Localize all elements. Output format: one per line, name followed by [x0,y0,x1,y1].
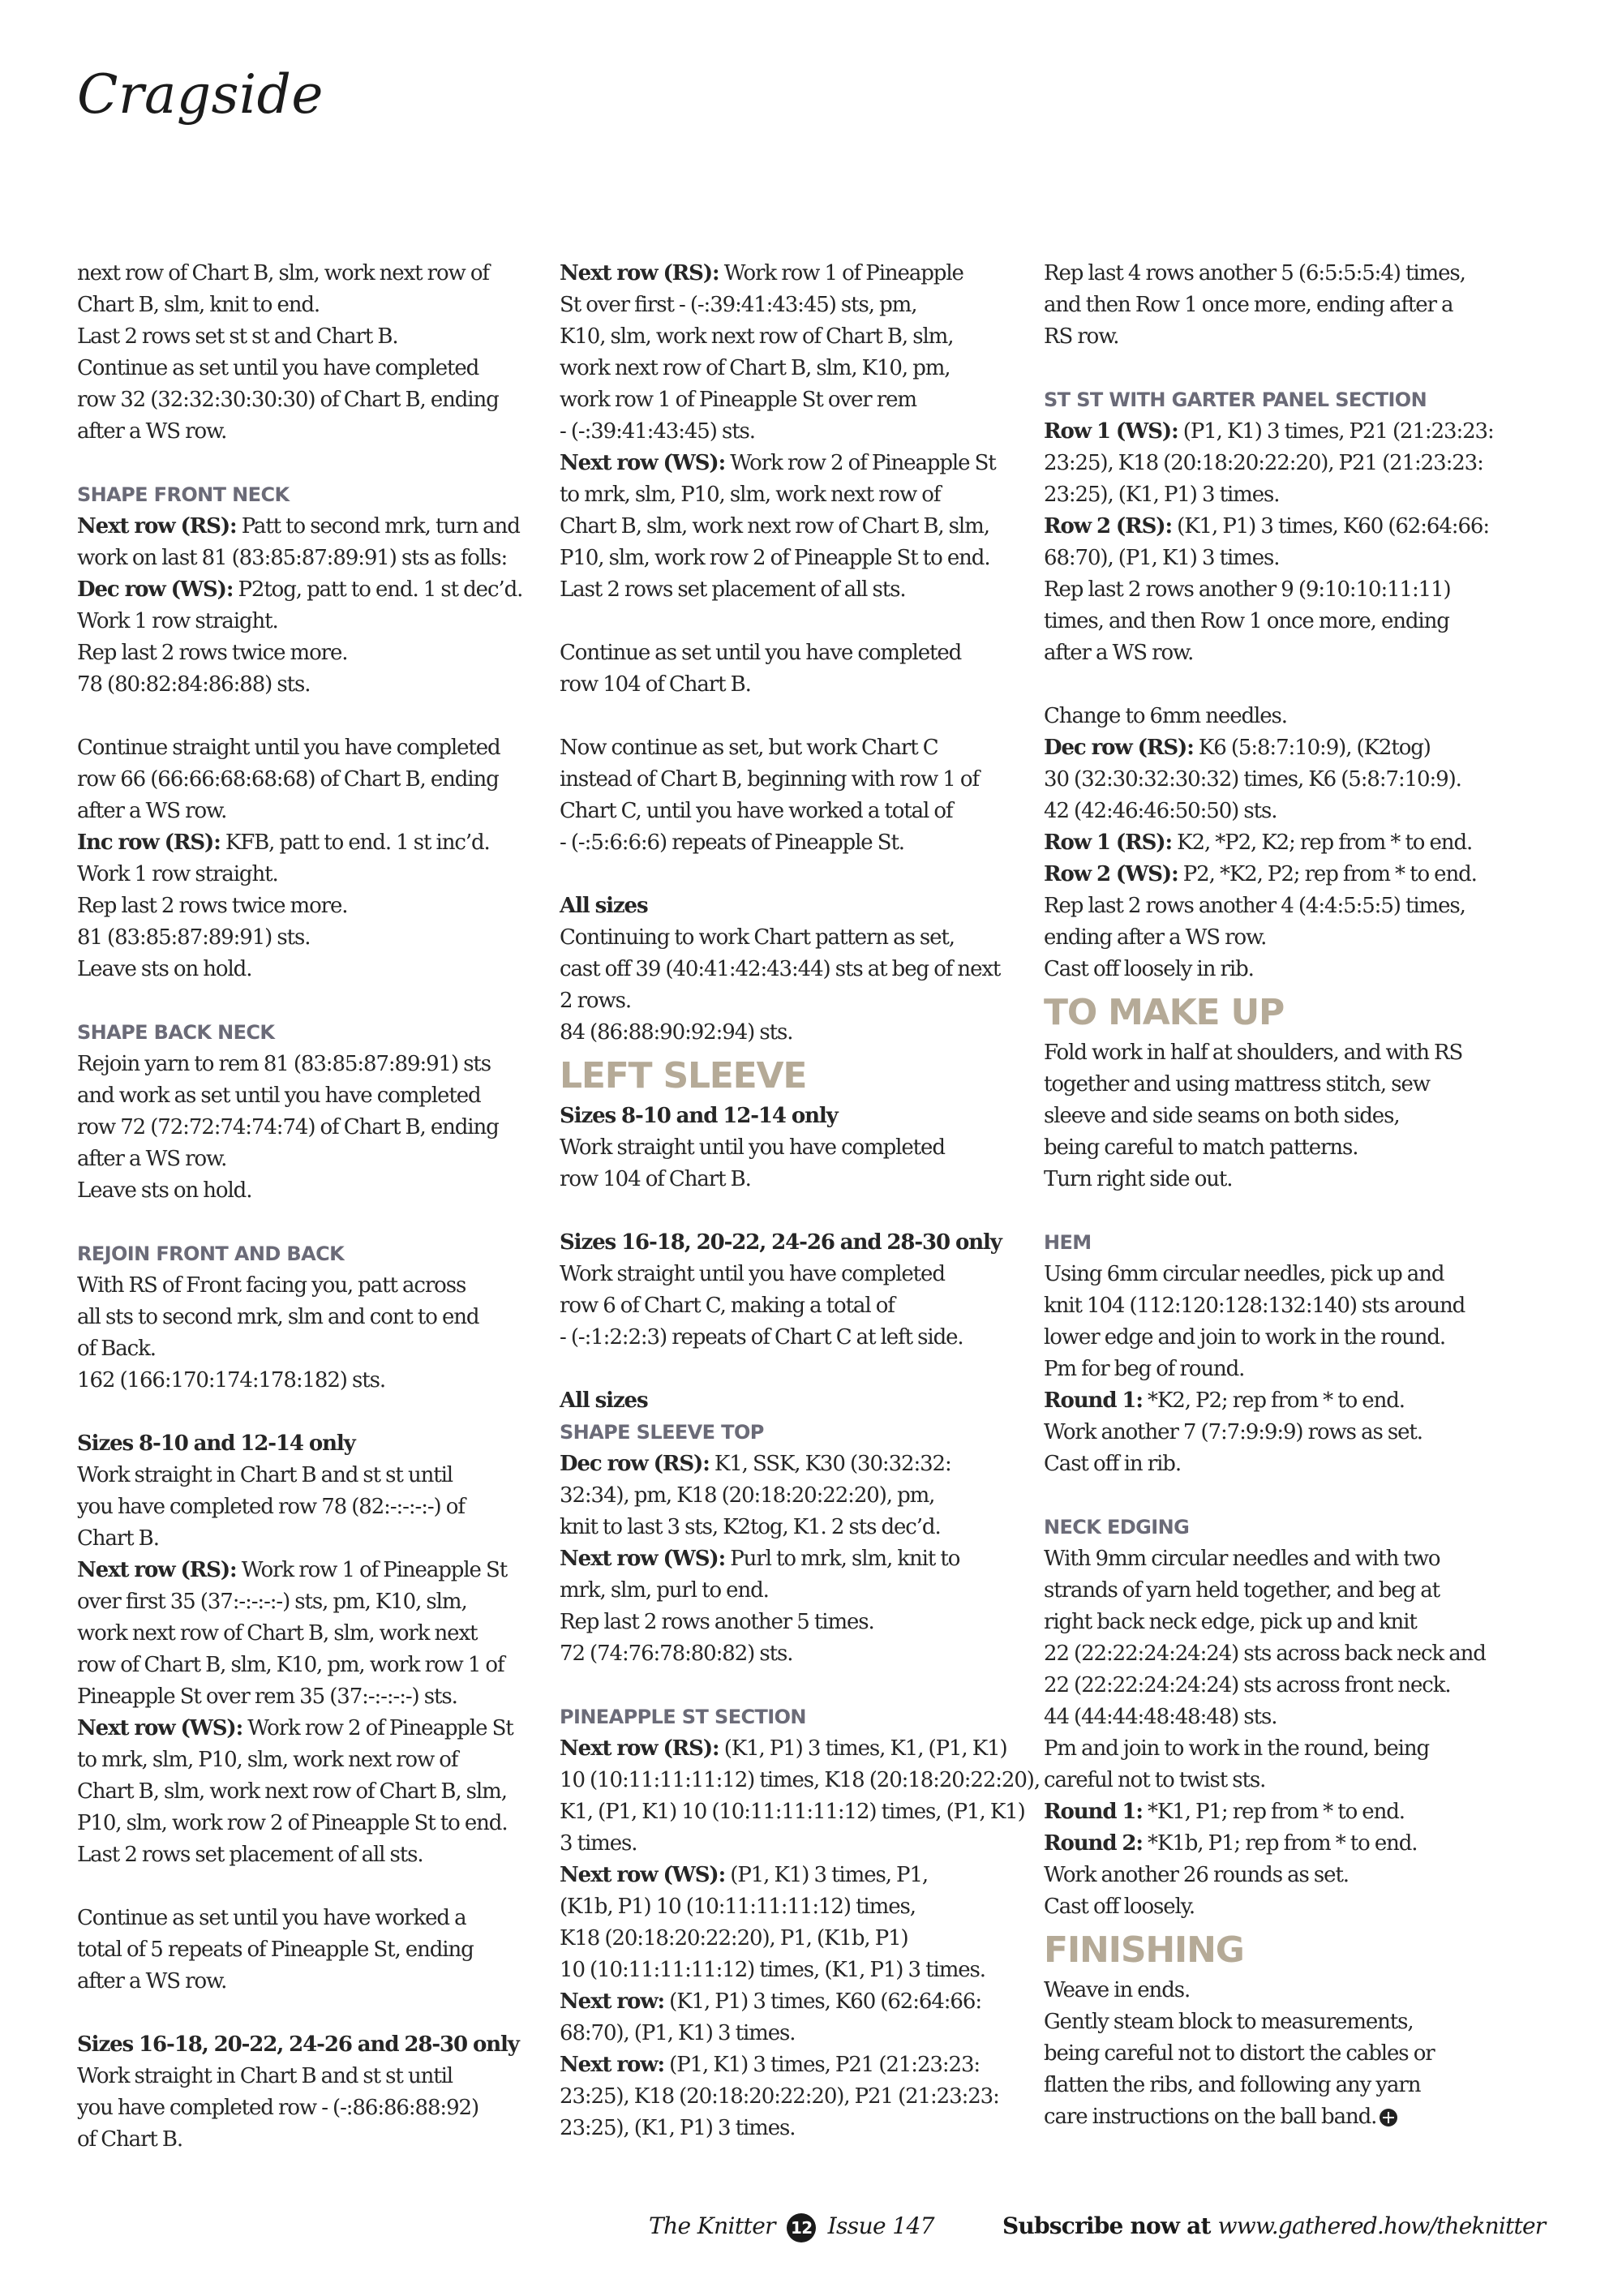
instruction-line: 42 (42:46:46:50:50) sts. [1044,799,1277,823]
instruction-line: K10, slm, work next row of Chart B, slm, [560,324,954,349]
instruction-line: Rep last 2 rows another 9 (9:10:10:11:11) [1044,577,1451,602]
instruction-line: row 104 of Chart B. [560,672,751,697]
footer-magazine [649,2212,934,2242]
instruction-line: 68:70), (P1, K1) 3 times. [1044,546,1280,570]
instruction-line: careful not to twist sts. [1044,1768,1266,1792]
paragraph-gap [560,1354,1014,1385]
instruction-line: P10, slm, work row 2 of Pineapple St to end. [560,546,990,570]
page-title: Cragside [77,63,324,126]
instruction-line: Rejoin yarn to rem 81 (83:85:87:89:91) sts [77,1052,491,1076]
instruction-line: next row of Chart B, slm, work next row of [77,261,489,285]
instruction-line: K18 (20:18:20:22:20), P1, (K1b, P1) [560,1926,908,1951]
instruction-line: Row 1 (RS): K2, *P2, K2; rep from * to end. [1044,830,1473,855]
size-label: Sizes 8-10 and 12-14 only [560,1104,838,1128]
instruction-line: Last 2 rows set placement of all sts. [560,577,906,602]
instruction-label: Dec row (WS): [77,577,234,602]
instruction-label: Dec row (RS): [560,1452,710,1476]
instruction-line: row 72 (72:72:74:74:74) of Chart B, ending [77,1115,499,1139]
instruction-line: sleeve and side seams on both sides, [1044,1104,1400,1128]
instruction-line: Fold work in half at shoulders, and with RS [1044,1041,1463,1065]
instruction-line: and work as set until you have completed [77,1084,481,1108]
subheading-pineapple-st-section: PINEAPPLE ST SECTION [560,1706,806,1728]
instruction-line: Work another 26 rounds as set. [1044,1863,1349,1887]
instruction-line: you have completed row 78 (82:-:-:-:-) of [77,1495,465,1519]
instruction-line: Change to 6mm needles. [1044,704,1287,728]
instruction-line: Round 1: *K1, P1; rep from * to end. [1044,1800,1405,1824]
instruction-line: Round 1: *K2, P2; rep from * to end. [1044,1388,1405,1413]
instruction-line: 78 (80:82:84:86:88) sts. [77,672,311,697]
instruction-line: Next row (RS): Work row 1 of Pineapple St [77,1558,508,1582]
instruction-line: With 9mm circular needles and with two [1044,1547,1440,1571]
instruction-line: (K1b, P1) 10 (10:11:11:11:12) times, [560,1895,916,1919]
instruction-line: row 66 (66:66:68:68:68) of Chart B, ending [77,767,499,792]
instruction-label: Next row (RS): [77,1558,237,1582]
subheading-shape-sleeve-top: SHAPE SLEEVE TOP [560,1421,764,1444]
paragraph-gap [77,985,531,1017]
instruction-line: Rep last 2 rows another 5 times. [560,1610,874,1634]
instruction-line: Continue straight until you have completed [77,736,500,760]
instruction-line: times, and then Row 1 once more, ending [1044,609,1449,633]
instruction-line: Pm for beg of round. [1044,1357,1245,1381]
instruction-line: to mrk, slm, P10, slm, work next row of [77,1748,458,1772]
instruction-line: total of 5 repeats of Pineapple St, ending [77,1938,474,1962]
size-label: Sizes 16-18, 20-22, 24-26 and 28-30 only [560,1230,1002,1255]
footer-subscribe [1002,2212,1545,2239]
instruction-line: Next row (RS): (K1, P1) 3 times, K1, (P1, K1) [560,1736,1007,1761]
instruction-line: Last 2 rows set placement of all sts. [77,1843,423,1867]
instruction-line: Next row (WS): (P1, K1) 3 times, P1, [560,1863,929,1887]
instruction-line: - (-:5:6:6:6) repeats of Pineapple St. [560,830,904,855]
instruction-line: after a WS row. [77,799,227,823]
size-label: Sizes 8-10 and 12-14 only [77,1431,355,1456]
instruction-line: row 32 (32:32:30:30:30) of Chart B, ending [77,388,499,412]
instruction-line: over first 35 (37:-:-:-:-) sts, pm, K10, slm, [77,1590,467,1614]
instruction-line: Rep last 2 rows another 4 (4:4:5:5:5) times, [1044,894,1465,918]
instruction-line: - (-:39:41:43:45) sts. [560,419,755,444]
instruction-line: 23:25), K18 (20:18:20:22:20), P21 (21:23:23: [1044,451,1483,475]
instruction-line: 10 (10:11:11:11:12) times, (K1, P1) 3 times. [560,1958,985,1982]
instruction-line: 68:70), (P1, K1) 3 times. [560,2021,796,2045]
instruction-line: care instructions on the ball band. [1044,2101,1498,2133]
instruction-line: 2 rows. [560,989,632,1013]
paragraph-gap [560,1195,1014,1227]
instruction-line: Leave sts on hold. [77,957,252,981]
instruction-line: together and using mattress stitch, sew [1044,1072,1430,1097]
page-number-badge: 12 [787,2213,816,2242]
instruction-line: Gently steam block to measurements, [1044,2010,1414,2034]
instruction-label: Next row: [560,1989,664,2014]
instruction-line: and then Row 1 once more, ending after a [1044,293,1453,317]
instruction-line: row 6 of Chart C, making a total of [560,1294,895,1318]
size-label: All sizes [560,894,648,918]
instruction-line: work row 1 of Pineapple St over rem [560,388,916,412]
issue-number: Issue 147 [827,2212,934,2239]
instruction-line: knit to last 3 sts, K2tog, K1. 2 sts dec’d. [560,1515,941,1539]
instruction-line: 44 (44:44:48:48:48) sts. [1044,1705,1277,1729]
instruction-line: right back neck edge, pick up and knit [1044,1610,1417,1634]
instruction-label: Row 2 (RS): [1044,514,1173,539]
instruction-line: Turn right side out. [1044,1167,1233,1191]
instruction-line: 22 (22:22:24:24:24) sts across back neck and [1044,1642,1486,1666]
instruction-line: Round 2: *K1b, P1; rep from * to end. [1044,1831,1418,1856]
instruction-line: being careful not to distort the cables or [1044,2041,1435,2066]
instruction-line: Chart B. [77,1526,159,1551]
instruction-line: being careful to match patterns. [1044,1135,1358,1160]
instruction-line: Rep last 2 rows twice more. [77,894,348,918]
instruction-line: work on last 81 (83:85:87:89:91) sts as folls: [77,546,508,570]
instruction-label: Dec row (RS): [1044,736,1194,760]
subscribe-url[interactable]: www.gathered.how/theknitter [1217,2212,1546,2239]
paragraph-gap [77,701,531,732]
column-3 [1044,258,1498,2133]
section-heading-finishing: FINISHING [1044,1929,1244,1971]
paragraph-gap [1044,353,1498,384]
instruction-label: Row 2 (WS): [1044,862,1178,886]
instruction-line: Continue as set until you have completed [77,356,479,380]
paragraph-gap [560,606,1014,637]
instruction-label: Next row: [560,2053,664,2077]
section-heading-to-make-up: TO MAKE UP [1044,992,1285,1033]
instruction-line: Next row: (P1, K1) 3 times, P21 (21:23:23: [560,2053,980,2077]
instruction-line: Work straight in Chart B and st st until [77,1463,453,1487]
instruction-line: Row 2 (WS): P2, *K2, P2; rep from * to end. [1044,862,1477,886]
instruction-line: Chart C, until you have worked a total of [560,799,953,823]
instruction-line: Row 1 (WS): (P1, K1) 3 times, P21 (21:23:23: [1044,419,1494,444]
column-1 [77,258,531,2156]
instruction-line: Chart B, slm, work next row of Chart B, slm, [77,1779,507,1804]
paragraph-gap [560,1670,1014,1702]
instruction-line: Dec row (RS): K6 (5:8:7:10:9), (K2tog) [1044,736,1431,760]
instruction-line: 32:34), pm, K18 (20:18:20:22:20), pm, [560,1483,935,1508]
instruction-label: Next row (RS): [77,514,237,539]
instruction-line: cast off 39 (40:41:42:43:44) sts at beg of next [560,957,1001,981]
instruction-line: lower edge and join to work in the round. [1044,1325,1446,1350]
subscribe-text: Subscribe now at [1002,2212,1211,2239]
instruction-line: to mrk, slm, P10, slm, work next row of [560,483,941,507]
instruction-line: 81 (83:85:87:89:91) sts. [77,925,311,950]
instruction-line: Pineapple St over rem 35 (37:-:-:-:-) sts. [77,1684,457,1709]
instruction-line: 23:25), (K1, P1) 3 times. [560,2116,796,2140]
plus-circle-icon [1380,2109,1397,2126]
subheading-hem: HEM [1044,1231,1092,1254]
instruction-line: Using 6mm circular needles, pick up and [1044,1262,1444,1286]
instruction-line: Rep last 2 rows twice more. [77,641,348,665]
instruction-line: 23:25), (K1, P1) 3 times. [1044,483,1280,507]
instruction-line: 3 times. [560,1831,637,1856]
instruction-line: 84 (86:88:90:92:94) sts. [560,1020,793,1045]
instruction-line: Next row (WS): Work row 2 of Pineapple St [77,1716,513,1740]
instruction-line: Now continue as set, but work Chart C [560,736,938,760]
column-2 [560,258,1041,2144]
instruction-line: 162 (166:170:174:178:182) sts. [77,1368,386,1393]
instruction-line: all sts to second mrk, slm and cont to end [77,1305,479,1329]
instruction-label: Round 1: [1044,1800,1143,1824]
instruction-label: Row 1 (RS): [1044,830,1173,855]
paragraph-gap [77,448,531,479]
paragraph-gap [560,701,1014,732]
instruction-line: P10, slm, work row 2 of Pineapple St to end. [77,1811,508,1835]
size-label: All sizes [560,1388,648,1413]
magazine-name: The Knitter [649,2212,775,2239]
instruction-line: 22 (22:22:24:24:24) sts across front neck. [1044,1673,1451,1697]
instruction-line: flatten the ribs, and following any yarn [1044,2073,1421,2097]
instruction-line: Work another 7 (7:7:9:9:9) rows as set. [1044,1420,1422,1444]
paragraph-gap [77,1871,531,1903]
paragraph-gap [1044,1480,1498,1512]
instruction-line: Next row: (K1, P1) 3 times, K60 (62:64:66: [560,1989,981,2014]
paragraph-gap [77,1207,531,1238]
instruction-line: Continue as set until you have worked a [77,1906,466,1930]
instruction-label: Inc row (RS): [77,830,221,855]
paragraph-gap [560,859,1014,891]
instruction-label: Round 2: [1044,1831,1143,1856]
instruction-line: Weave in ends. [1044,1978,1191,2002]
instruction-line: after a WS row. [77,419,227,444]
instruction-line: 10 (10:11:11:11:12) times, K18 (20:18:20:22:20), [560,1768,1041,1792]
instruction-line: instead of Chart B, beginning with row 1 of [560,767,979,792]
instruction-line: work next row of Chart B, slm, K10, pm, [560,356,950,380]
subheading-st-st-with-garter-panel-section: ST ST WITH GARTER PANEL SECTION [1044,388,1427,411]
instruction-line: Next row (WS): Work row 2 of Pineapple St [560,451,996,475]
instruction-line: Work straight in Chart B and st st until [77,2064,453,2088]
paragraph-gap [1044,1195,1498,1227]
instruction-line: Dec row (RS): K1, SSK, K30 (30:32:32: [560,1452,951,1476]
instruction-line: Next row (RS): Patt to second mrk, turn and [77,514,520,539]
instruction-line: - (-:1:2:2:3) repeats of Chart C at left side. [560,1325,963,1350]
instruction-line: after a WS row. [77,1969,227,1993]
paragraph-gap [77,1397,531,1428]
instruction-line: Cast off loosely in rib. [1044,957,1254,981]
instruction-line: row of Chart B, slm, K10, pm, work row 1 of [77,1653,504,1677]
instruction-label: Next row (WS): [560,1863,726,1887]
instruction-line: Cast off loosely. [1044,1895,1195,1919]
instruction-line: of Chart B. [77,2127,183,2152]
subheading-neck-edging: NECK EDGING [1044,1516,1190,1539]
instruction-line: Rep last 4 rows another 5 (6:5:5:5:4) times, [1044,261,1465,285]
instruction-line: Chart B, slm, work next row of Chart B, slm, [560,514,989,539]
instruction-line: ending after a WS row. [1044,925,1267,950]
instruction-label: Next row (RS): [560,1736,719,1761]
paragraph-gap [77,1998,531,2029]
instruction-line: Chart B, slm, knit to end. [77,293,320,317]
subheading-rejoin-front-and-back: REJOIN FRONT AND BACK [77,1242,345,1265]
instruction-line: 30 (32:30:32:30:32) times, K6 (5:8:7:10:9). [1044,767,1461,792]
instruction-line: Leave sts on hold. [77,1178,252,1203]
instruction-line: Work straight until you have completed [560,1262,945,1286]
subheading-shape-back-neck: SHAPE BACK NECK [77,1021,275,1044]
instruction-line: of Back. [77,1337,156,1361]
instruction-line: Row 2 (RS): (K1, P1) 3 times, K60 (62:64:66: [1044,514,1489,539]
instruction-line: you have completed row - (-:86:86:88:92) [77,2096,478,2120]
instruction-line: St over first - (-:39:41:43:45) sts, pm, [560,293,917,317]
instruction-line: Last 2 rows set st st and Chart B. [77,324,398,349]
instruction-line: Work 1 row straight. [77,862,278,886]
instruction-line: Next row (WS): Purl to mrk, slm, knit to [560,1547,960,1571]
instruction-label: Round 1: [1044,1388,1143,1413]
instruction-line: strands of yarn held together, and beg at [1044,1578,1440,1603]
instruction-label: Row 1 (WS): [1044,419,1178,444]
instruction-line: Work straight until you have completed [560,1135,945,1160]
paragraph-gap [1044,669,1498,701]
instruction-line: Cast off in rib. [1044,1452,1181,1476]
instruction-line: Next row (RS): Work row 1 of Pineapple [560,261,963,285]
section-heading-left-sleeve: LEFT SLEEVE [560,1055,807,1097]
instruction-line: knit 104 (112:120:128:132:140) sts around [1044,1294,1465,1318]
instruction-line: K1, (P1, K1) 10 (10:11:11:11:12) times, (P1, K1) [560,1800,1025,1824]
size-label: Sizes 16-18, 20-22, 24-26 and 28-30 only [77,2032,519,2057]
instruction-label: Next row (WS): [77,1716,243,1740]
instruction-line: RS row. [1044,324,1119,349]
instruction-line: row 104 of Chart B. [560,1167,751,1191]
instruction-label: Next row (WS): [560,1547,726,1571]
instruction-line: Work 1 row straight. [77,609,278,633]
instruction-line: after a WS row. [1044,641,1194,665]
instruction-line: Inc row (RS): KFB, patt to end. 1 st inc’d. [77,830,490,855]
instruction-line: 23:25), K18 (20:18:20:22:20), P21 (21:23:23: [560,2084,999,2109]
instruction-line: 72 (74:76:78:80:82) sts. [560,1642,793,1666]
instruction-line: mrk, slm, purl to end. [560,1578,769,1603]
instruction-label: Next row (RS): [560,261,719,285]
instruction-line: Dec row (WS): P2tog, patt to end. 1 st dec’d. [77,577,523,602]
instruction-line: With RS of Front facing you, patt across [77,1273,466,1298]
instruction-line: after a WS row. [77,1147,227,1171]
subheading-shape-front-neck: SHAPE FRONT NECK [77,483,290,506]
instruction-line: work next row of Chart B, slm, work next [77,1621,478,1646]
instruction-line: Continuing to work Chart pattern as set, [560,925,955,950]
instruction-label: Next row (WS): [560,451,726,475]
instruction-line: Continue as set until you have completed [560,641,962,665]
instruction-line: Pm and join to work in the round, being [1044,1736,1430,1761]
